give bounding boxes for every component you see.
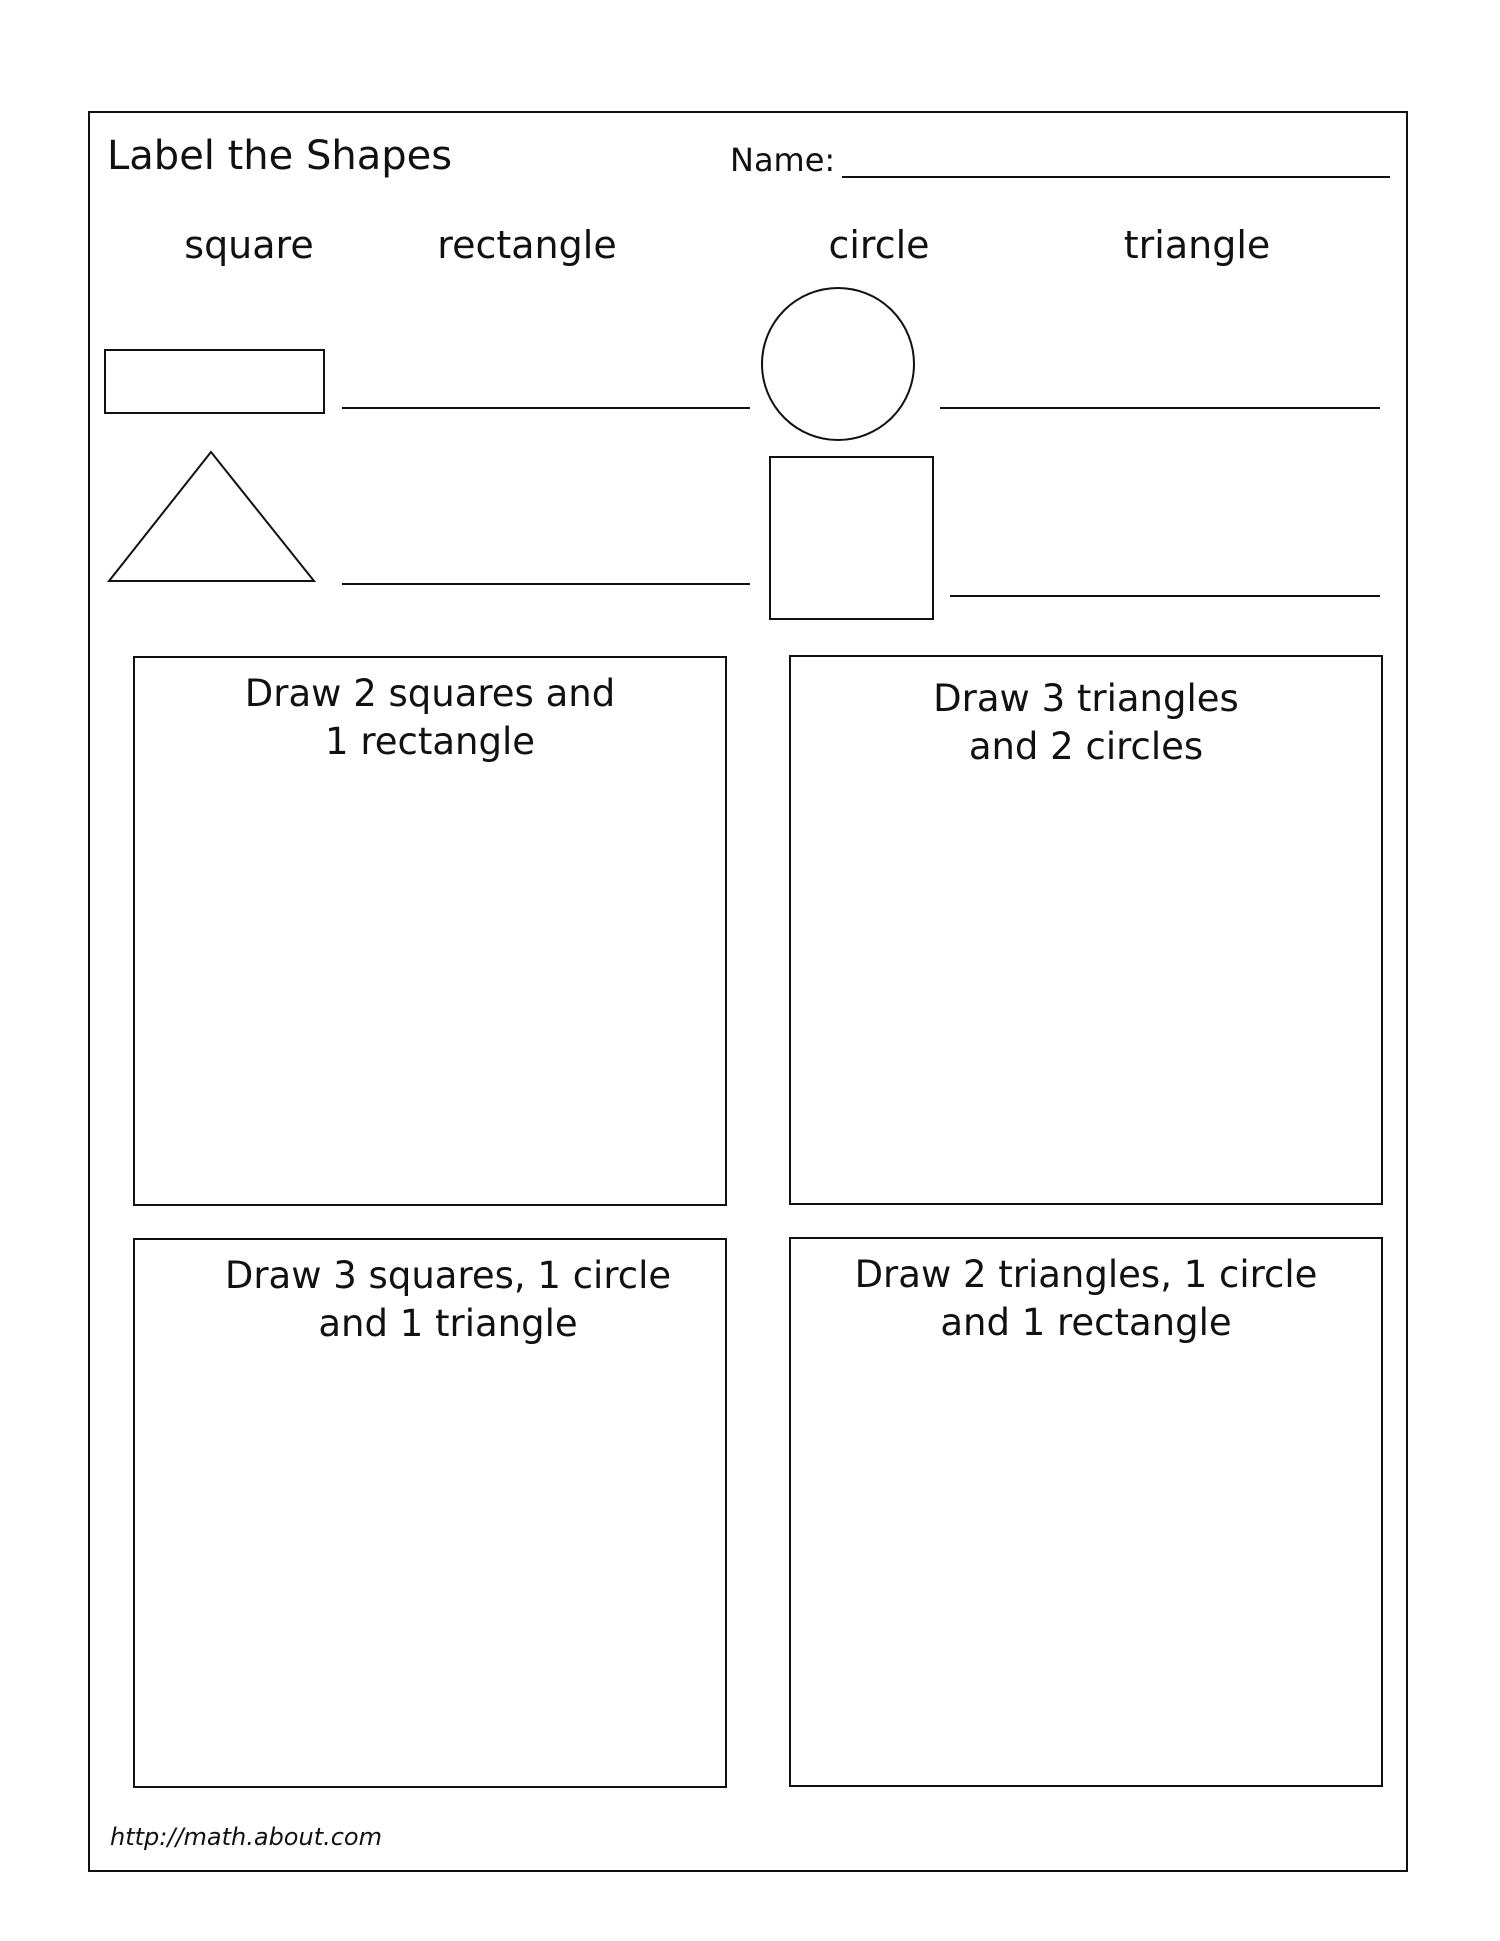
- word-bank-triangle: triangle: [1123, 223, 1271, 267]
- draw-prompt-1-line-1: Draw 2 squares and: [244, 672, 616, 715]
- draw-prompt-4-line-2: and 1 rectangle: [940, 1301, 1232, 1344]
- draw-box-3[interactable]: [133, 1238, 727, 1788]
- word-bank-rectangle: rectangle: [437, 223, 617, 267]
- triangle-answer-line[interactable]: [342, 583, 750, 585]
- draw-prompt-4: [791, 1251, 1381, 1347]
- draw-prompt-1-line-2: 1 rectangle: [325, 720, 535, 763]
- word-bank-square: square: [184, 223, 314, 267]
- draw-prompt-2-line-2: and 2 circles: [968, 725, 1204, 768]
- circle-answer-line[interactable]: [940, 407, 1380, 409]
- draw-box-2[interactable]: [789, 655, 1383, 1205]
- draw-box-4[interactable]: [789, 1237, 1383, 1787]
- rectangle-answer-line[interactable]: [342, 407, 750, 409]
- word-bank-circle: circle: [828, 223, 930, 267]
- worksheet-title: Label the Shapes: [107, 133, 453, 179]
- draw-prompt-4-line-1: Draw 2 triangles, 1 circle: [854, 1253, 1318, 1296]
- name-answer-line[interactable]: [842, 176, 1390, 178]
- draw-prompt-1: [135, 670, 725, 766]
- name-label: Name:: [730, 141, 836, 179]
- draw-prompt-3: [135, 1252, 725, 1348]
- footer-url: http://math.about.com: [110, 1823, 382, 1851]
- draw-prompt-3-line-1: Draw 3 squares, 1 circle: [224, 1254, 672, 1297]
- draw-prompt-2: [791, 675, 1381, 771]
- draw-prompt-3-line-2: and 1 triangle: [318, 1302, 578, 1345]
- square-answer-line[interactable]: [950, 595, 1380, 597]
- draw-box-1[interactable]: [133, 656, 727, 1206]
- draw-prompt-2-line-1: Draw 3 triangles: [933, 677, 1239, 720]
